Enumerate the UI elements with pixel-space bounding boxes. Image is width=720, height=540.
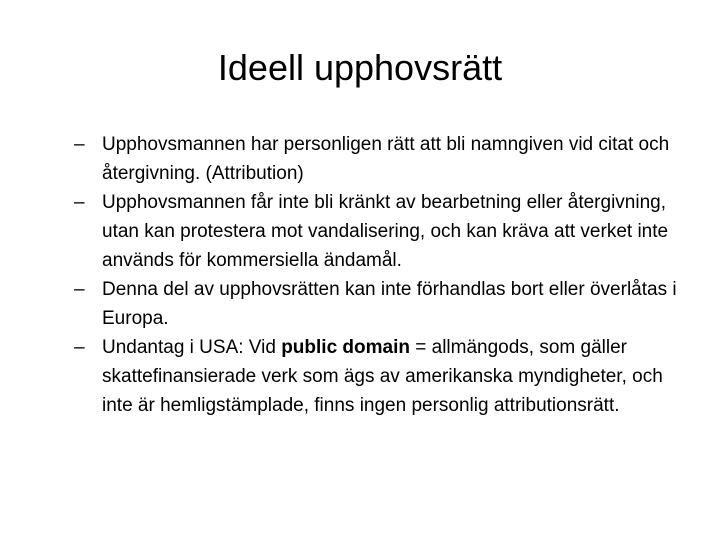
bullet-text-after: = allmängods, som gäller skattefinansierade verk som ägs av amerikanska myndigheter, och inte är hemligstämplade, finns ingen personlig attributionsrätt. [102,337,663,416]
slide-title: Ideell upphovsrätt [217,47,503,88]
bullet-text-before: Undantag i USA: Vid [102,337,282,358]
bullet-text: Upphovsmannen får inte bli kränkt av bearbetning eller återgivning, utan kan protestera mot vandalisering, och kan kräva att verket inte används för kommersiella ändamål. [102,192,669,271]
dash-marker: – [74,134,85,155]
dash-marker: – [74,192,85,213]
bullet-item-1 [74,130,684,188]
bullet-item-2 [74,188,684,275]
bullet-text: Denna del av upphovsrätten kan inte förhandlas bort eller överlåtas i Europa. [102,279,677,329]
bullet-list [74,130,684,420]
bullet-item-4 [74,333,684,420]
bullet-text: Upphovsmannen har personligen rätt att bli namngiven vid citat och återgivning. (Attribution) [102,134,670,184]
bullet-text-bold: public domain [281,337,410,358]
dash-marker: – [74,337,85,358]
bullet-item-3 [74,275,684,333]
dash-marker: – [74,279,85,300]
